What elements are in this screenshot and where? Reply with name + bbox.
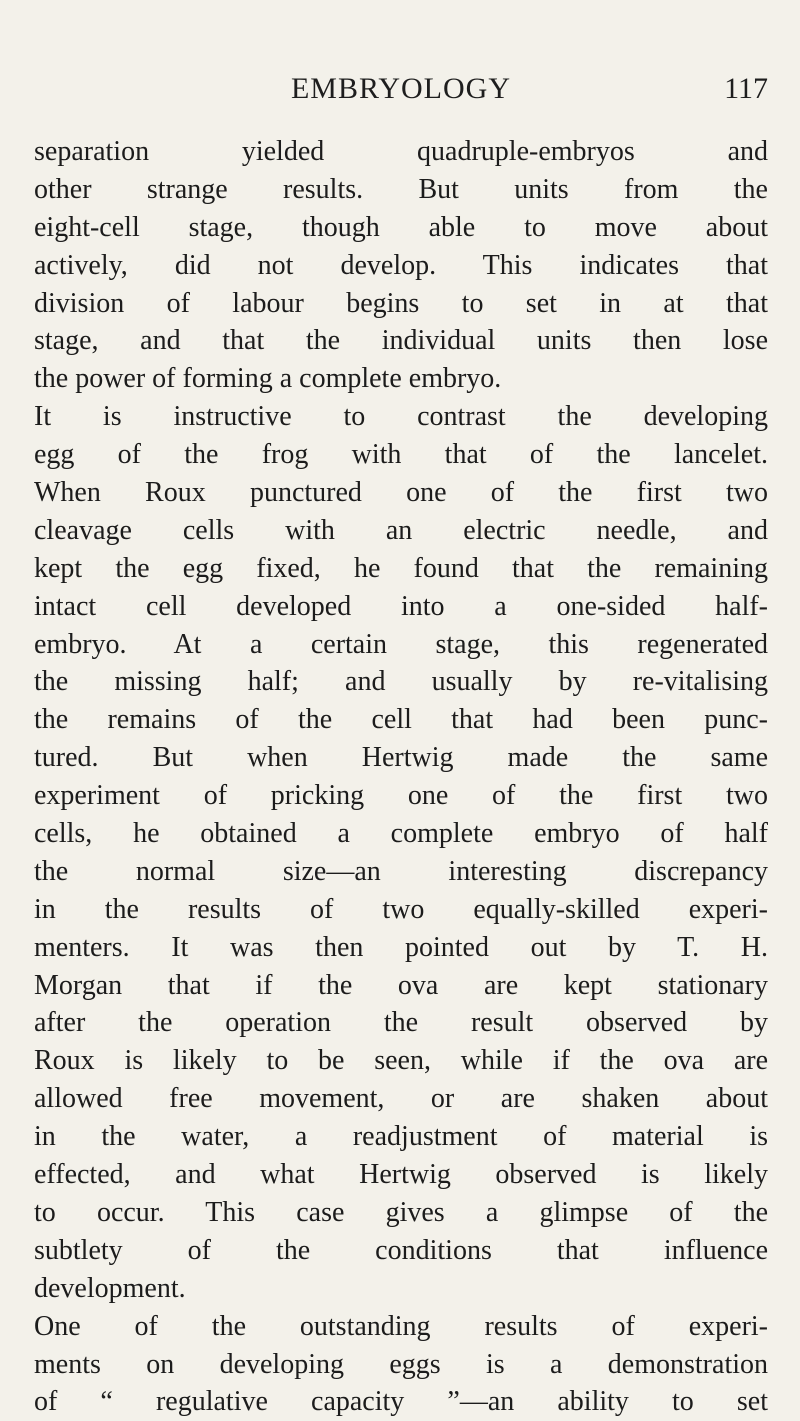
text-line: cleavage cells with an electric needle, and (34, 514, 768, 546)
text-line: One of the outstanding results of experi- (34, 1310, 768, 1342)
text-line: menters. It was then pointed out by T. H. (34, 931, 768, 963)
text-line: experiment of pricking one of the first two (34, 780, 768, 812)
text-line: separation yielded quadruple-embryos and (34, 136, 768, 167)
text-line: ments on developing eggs is a demonstration (34, 1348, 768, 1380)
text-line: development. (34, 1272, 186, 1304)
text-line: Roux is likely to be seen, while if the ova are (34, 1045, 768, 1077)
text-line: in the water, a readjustment of material is (34, 1121, 768, 1153)
text-line: eight-cell stage, though able to move about (34, 211, 768, 243)
text-line: subtlety of the conditions that influence (34, 1234, 768, 1266)
text-line: kept the egg fixed, he found that the remaining (34, 552, 768, 584)
body-text (34, 133, 768, 1421)
text-line: effected, and what Hertwig observed is likely (34, 1159, 768, 1191)
text-line: allowed free movement, or are shaken about (34, 1083, 768, 1115)
text-line: of “ regulative capacity ”—an ability to set (34, 1386, 768, 1418)
text-line: It is instructive to contrast the developing (34, 401, 768, 433)
text-line: the missing half; and usually by re-vitalising (34, 666, 768, 698)
text-line: intact cell developed into a one-sided half- (34, 590, 768, 622)
text-line: the remains of the cell that had been punc- (34, 704, 768, 736)
text-line: stage, and that the individual units then lose (34, 325, 768, 357)
text-line: embryo. At a certain stage, this regenerated (34, 628, 768, 660)
text-line: after the operation the result observed by (34, 1007, 768, 1039)
running-title: EMBRYOLOGY (290, 72, 511, 105)
page-number: 117 (724, 72, 768, 105)
text-line: other strange results. But units from the (34, 173, 768, 205)
running-head (34, 72, 768, 116)
text-line: When Roux punctured one of the first two (34, 477, 768, 509)
text-line: actively, did not develop. This indicates that (34, 249, 768, 281)
text-line: in the results of two equally-skilled experi- (34, 893, 768, 925)
text-line: cells, he obtained a complete embryo of half (34, 818, 768, 850)
text-line: tured. But when Hertwig made the same (34, 742, 768, 774)
text-line: division of labour begins to set in at that (34, 287, 768, 319)
text-line: the power of forming a complete embryo. (34, 363, 502, 395)
text-line: the normal size—an interesting discrepancy (34, 855, 768, 887)
text-line: egg of the frog with that of the lancelet. (34, 439, 768, 471)
text-line: Morgan that if the ova are kept stationary (34, 969, 768, 1001)
text-line: to occur. This case gives a glimpse of the (34, 1196, 768, 1228)
